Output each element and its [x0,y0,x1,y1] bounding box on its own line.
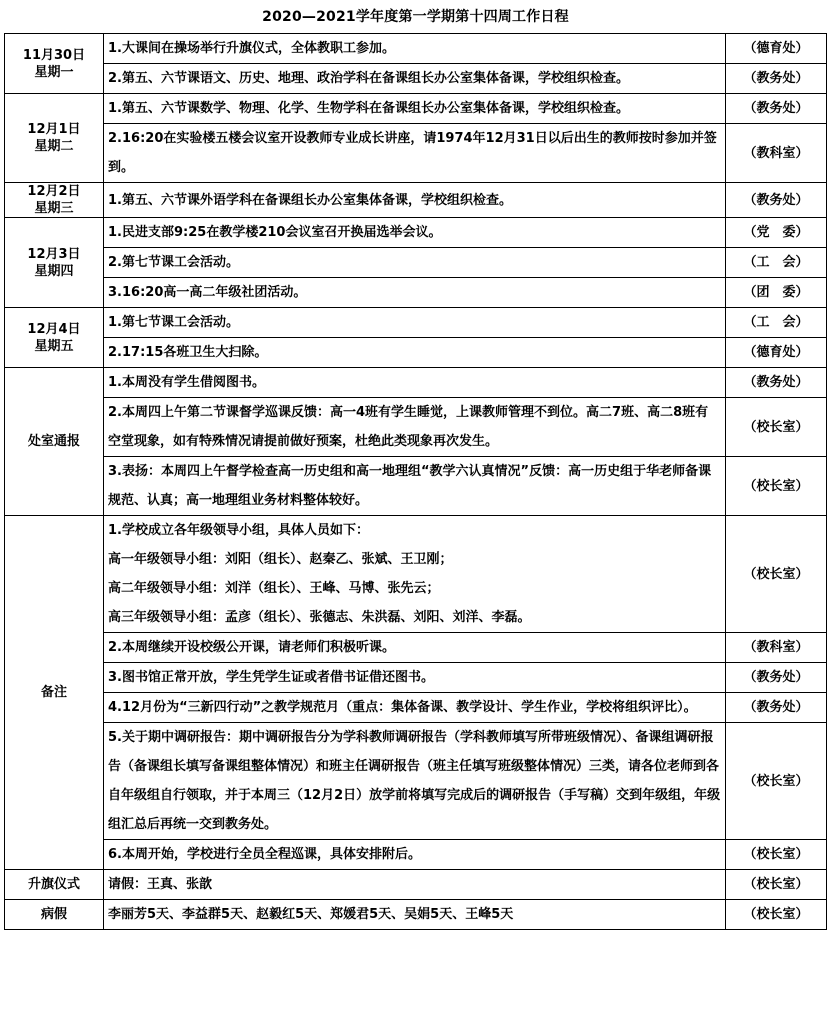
schedule-item: 1.第五、六节课数学、物理、化学、生物学科在备课组长办公室集体备课，学校组织检查。 [104,94,726,124]
department-label: （教务处） [726,663,827,693]
schedule-item: 1.大课间在操场举行升旗仪式，全体教职工参加。 [104,34,726,64]
department-label: （教科室） [726,633,827,663]
day-label-line: 升旗仪式 [27,877,80,892]
day-label [5,308,104,368]
department-label: （校长室） [726,870,827,900]
schedule-row [5,34,827,64]
schedule-item: 3.16:20高一高二年级社团活动。 [104,278,726,308]
department-label: （教务处） [726,183,827,218]
day-label [5,34,104,94]
schedule-row [5,840,827,870]
schedule-item: 请假：王真、张歆 [104,870,726,900]
schedule-row [5,516,827,633]
day-label-line: 处室通报 [27,434,80,449]
schedule-item-line: 高一年级领导小组：刘阳（组长）、赵秦乙、张斌、王卫刚； [108,552,453,567]
schedule-item: 1.本周没有学生借阅图书。 [104,368,726,398]
department-label: （教务处） [726,64,827,94]
day-label-line: 星期二 [34,139,74,154]
day-label-line: 病假 [40,907,67,922]
schedule-item: 2.第五、六节课语文、历史、地理、政治学科在备课组长办公室集体备课，学校组织检查。 [104,64,726,94]
schedule-item: 3.图书馆正常开放，学生凭学生证或者借书证借还图书。 [104,663,726,693]
schedule-item-line: 1.学校成立各年级领导小组，具体人员如下： [108,523,369,538]
schedule-row [5,633,827,663]
department-label: （教务处） [726,94,827,124]
schedule-row [5,124,827,183]
department-label: （校长室） [726,398,827,457]
day-label-line: 备注 [40,685,67,700]
day-label [5,183,104,218]
department-label: （教务处） [726,368,827,398]
schedule-item: 6.本周开始，学校进行全员全程巡课，具体安排附后。 [104,840,726,870]
schedule-body [5,34,827,930]
schedule-item: 2.本周继续开设校级公开课，请老师们积极听课。 [104,633,726,663]
department-label: （工 会） [726,308,827,338]
schedule-row [5,278,827,308]
page-title: 2020—2021学年度第一学期第十四周工作日程 [262,9,569,25]
day-label-line: 11月30日 [22,47,86,63]
schedule-row [5,870,827,900]
day-label [5,900,104,930]
schedule-row [5,94,827,124]
schedule-item-line: 高三年级领导小组：孟彦（组长）、张德志、朱洪磊、刘阳、刘洋、李磊。 [108,610,531,625]
department-label: （团 委） [726,278,827,308]
schedule-item: 2.16:20在实验楼五楼会议室开设教师专业成长讲座，请1974年12月31日以后出生的教师按时参加并签到。 [104,124,726,183]
schedule-row [5,398,827,457]
schedule-row [5,338,827,368]
department-label: （校长室） [726,516,827,633]
schedule-row [5,900,827,930]
schedule-item: 2.第七节课工会活动。 [104,248,726,278]
department-label: （教科室） [726,124,827,183]
day-label-line: 星期三 [34,201,74,216]
schedule-item: 1.第七节课工会活动。 [104,308,726,338]
day-label [5,368,104,516]
department-label: （校长室） [726,723,827,840]
schedule-row [5,64,827,94]
day-label-line: 12月4日 [27,321,81,337]
department-label: （校长室） [726,457,827,516]
department-label: （工 会） [726,248,827,278]
department-label: （教务处） [726,693,827,723]
schedule-item: 1.民进支部9:25在教学楼210会议室召开换届选举会议。 [104,218,726,248]
schedule-item: 2.本周四上午第二节课督学巡课反馈：高一4班有学生睡觉，上课教师管理不到位。高二7班、高二8班有空堂现象，如有特殊情况请提前做好预案，杜绝此类现象再次发生。 [104,398,726,457]
schedule-row [5,248,827,278]
department-label: （校长室） [726,840,827,870]
department-label: （德育处） [726,34,827,64]
schedule-item: 李丽芳5天、李益群5天、赵毅红5天、郑媛君5天、吴娟5天、王峰5天 [104,900,726,930]
schedule-row [5,693,827,723]
schedule-row [5,183,827,218]
schedule-row [5,723,827,840]
day-label [5,94,104,183]
day-label [5,516,104,870]
day-label-line: 星期一 [34,64,74,80]
schedule-row [5,663,827,693]
schedule-item: 3.表扬：本周四上午督学检查高一历史组和高一地理组“教学六认真情况”反馈：高一历史组于华老师备课规范、认真；高一地理组业务材料整体较好。 [104,457,726,516]
schedule-item: 1.第五、六节课外语学科在备课组长办公室集体备课，学校组织检查。 [104,183,726,218]
day-label-line: 星期四 [34,263,74,279]
day-label [5,218,104,308]
schedule-item: 2.17:15各班卫生大扫除。 [104,338,726,368]
schedule-row [5,368,827,398]
day-label-line: 12月1日 [27,122,81,137]
schedule-item: 4.12月份为“三新四行动”之教学规范月（重点：集体备课、教学设计、学生作业，学校将组织评比）。 [104,693,726,723]
department-label: （德育处） [726,338,827,368]
department-label: （党 委） [726,218,827,248]
schedule-item [104,516,726,633]
day-label-line: 12月2日 [27,184,81,199]
schedule-row [5,308,827,338]
schedule-row [5,457,827,516]
day-label-line: 星期五 [34,338,74,354]
day-label-line: 12月3日 [27,246,81,262]
day-label [5,870,104,900]
schedule-table [4,33,827,930]
schedule-item: 5.关于期中调研报告：期中调研报告分为学科教师调研报告（学科教师填写所带班级情况）、备课组调研报告（备课组长填写备课组整体情况）和班主任调研报告（班主任填写班级整体情况）三类，请各位老师到各自年级组自行领取，并于本周三（12月2日）放学前将填写完成后的调研报告（手写稿）交到年级组，年级组汇总后再统一交到教务处。 [104,723,726,840]
schedule-row [5,218,827,248]
department-label: （校长室） [726,900,827,930]
schedule-item-line: 高二年级领导小组：刘洋（组长）、王峰、马博、张先云； [108,581,440,596]
